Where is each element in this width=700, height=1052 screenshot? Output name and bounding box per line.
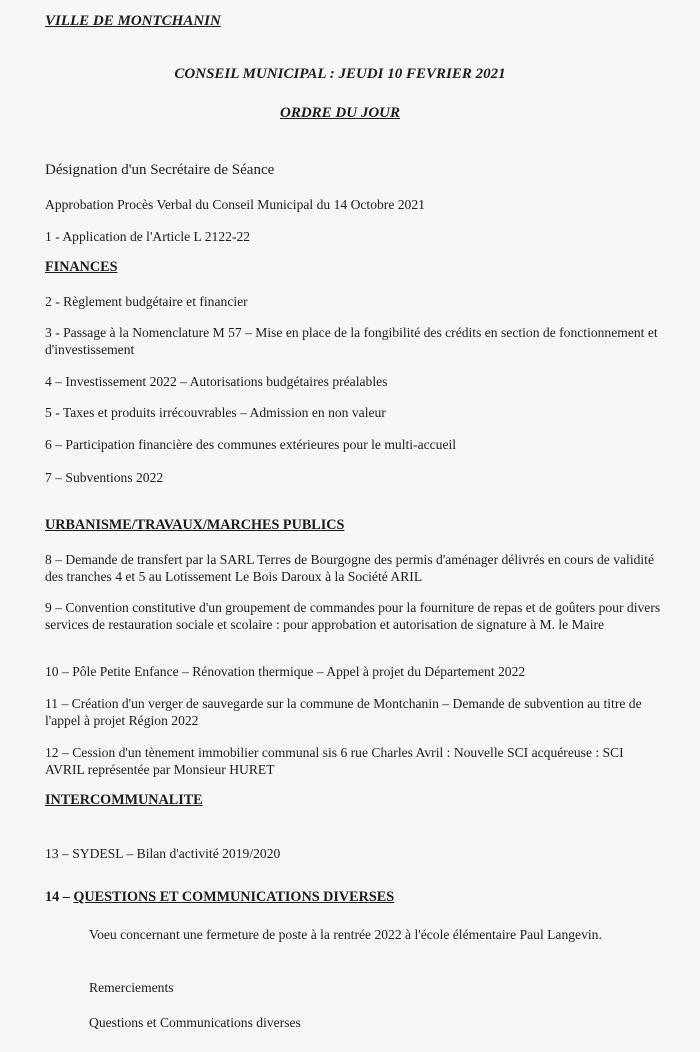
meeting-title: CONSEIL MUNICIPAL : JEUDI 10 FEVRIER 2021 bbox=[174, 66, 506, 82]
agenda-item-13: 13 – SYDESL – Bilan d'activité 2019/2020 bbox=[45, 846, 281, 861]
section-heading-intercommunalite: INTERCOMMUNALITE bbox=[45, 792, 203, 808]
agenda-item-1: 1 - Application de l'Article L 2122-22 bbox=[45, 229, 251, 244]
remerciements-item: Remerciements bbox=[89, 980, 174, 995]
section-heading-urbanisme: URBANISME/TRAVAUX/MARCHES PUBLICS bbox=[45, 517, 345, 533]
section-heading-questions bbox=[45, 889, 394, 906]
agenda-item-11: 11 – Création d'un verger de sauvegarde sur la commune de Montchanin – Demande de subvention au titre de l'appel à projet Région 2022 bbox=[45, 696, 642, 728]
agenda-item-10: 10 – Pôle Petite Enfance – Rénovation thermique – Appel à projet du Département 2022 bbox=[45, 664, 526, 679]
agenda-item-3: 3 - Passage à la Nomenclature M 57 – Mise en place de la fongibilité des crédits en section de fonctionnement et d'investissement bbox=[45, 325, 658, 357]
communications-item: Questions et Communications diverses bbox=[89, 1015, 301, 1030]
town-name: VILLE DE MONTCHANIN bbox=[45, 13, 221, 29]
agenda-item-7: 7 – Subventions 2022 bbox=[45, 470, 164, 485]
designation-item: Désignation d'un Secrétaire de Séance bbox=[45, 162, 275, 178]
agenda-item-8: 8 – Demande de transfert par la SARL Terres de Bourgogne des permis d'aménager délivrés en cours de validité des tranches 4 et 5 au Lotissement Le Bois Daroux à la Société ARIL bbox=[45, 552, 654, 584]
agenda-heading: ORDRE DU JOUR bbox=[279, 105, 400, 121]
approbation-item: Approbation Procès Verbal du Conseil Municipal du 14 Octobre 2021 bbox=[45, 197, 425, 212]
agenda-item-9: 9 – Convention constitutive d'un groupement de commandes pour la fourniture de repas et de goûters pour divers services de restauration sociale et scolaire : pour approbation et autorisation de signature à M. le Maire bbox=[45, 600, 661, 632]
agenda-item-4: 4 – Investissement 2022 – Autorisations budgétaires préalables bbox=[45, 374, 388, 389]
voeu-item: Voeu concernant une fermeture de poste à la rentrée 2022 à l'école élémentaire Paul Langevin. bbox=[89, 927, 602, 942]
questions-heading: QUESTIONS ET COMMUNICATIONS DIVERSES bbox=[73, 889, 395, 905]
agenda-item-5: 5 - Taxes et produits irrécouvrables – Admission en non valeur bbox=[45, 405, 386, 420]
agenda-item-6: 6 – Participation financière des communes extérieures pour le multi-accueil bbox=[45, 437, 457, 452]
section-heading-finances: FINANCES bbox=[45, 259, 118, 275]
agenda-item-2: 2 - Règlement budgétaire et financier bbox=[45, 294, 248, 309]
agenda-item-12: 12 – Cession d'un tènement immobilier communal sis 6 rue Charles Avril : Nouvelle SCI acquéreuse : SCI AVRIL représentée par Monsieur HURET bbox=[45, 745, 624, 777]
questions-number: 14 – bbox=[45, 889, 74, 905]
